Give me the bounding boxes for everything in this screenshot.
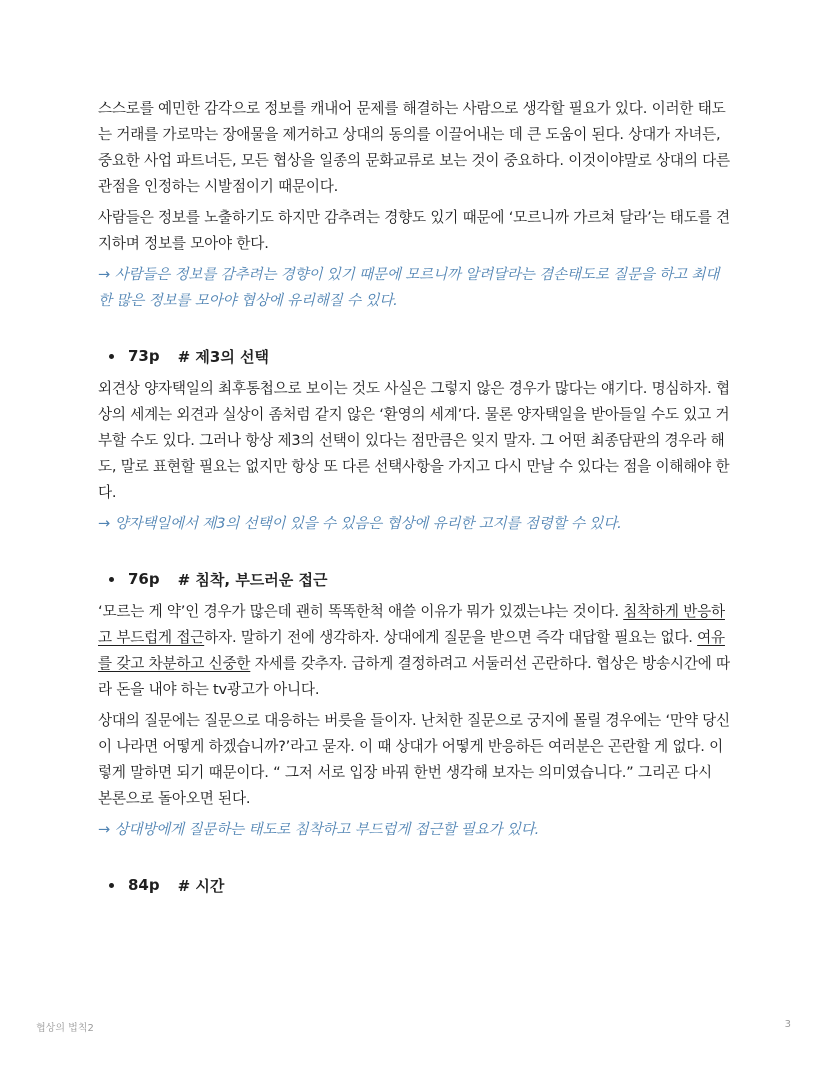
section-page: 76p <box>128 570 160 588</box>
intro-note: → 사람들은 정보를 감추려는 경향이 있기 때문에 모르니까 알려달라는 겸손태도로 질문을 하고 최대한 많은 정보를 모아야 협상에 유리해질 수 있다. <box>98 266 720 309</box>
text-run: ‘모르는 게 약’인 경우가 많은데 괜히 똑똑한척 애쓸 이유가 뭐가 있겠는냐는 것이다. <box>98 603 624 620</box>
section1-note: → 양자택일에서 제3의 선택이 있을 수 있음은 협상에 유리한 고지를 점령할 수 있다. <box>98 515 622 532</box>
underlined-text: 침착하게 반응하고 부드럽게 접근 <box>98 603 725 646</box>
section-heading-76p <box>98 565 730 593</box>
section2-paragraph-1 <box>98 599 730 703</box>
footer-page-number: 3 <box>784 1019 791 1030</box>
section-title: # 제3의 선택 <box>177 347 270 366</box>
document-body <box>98 96 730 905</box>
bullet-icon <box>109 577 114 582</box>
section2-note: → 상대방에게 질문하는 태도로 침착하고 부드럽게 접근할 필요가 있다. <box>98 821 540 838</box>
section-title: # 시간 <box>177 876 225 895</box>
underlined-text: 여유를 갖고 차분하고 신중한 <box>98 629 725 672</box>
section1-paragraph: 외견상 양자택일의 최후통첩으로 보이는 것도 사실은 그렇지 않은 경우가 많다는 얘기다. 명심하자. 협상의 세계는 외견과 실상이 좀처럼 같지 않은 ‘환영의 세계’다. 물론 양자택일을 받아들일 수도 있고 거부할 수도 있다. 그러나 항상 제3의 선택이 있다는 점만큼은 잊지 말자. 그 어떤 최종담판의 경우라 해도, 말로 표현할 필요는 없지만 항상 또 다른 선택사항을 가지고 다시 만날 수 있다는 점을 이해해야 한다. <box>98 380 730 501</box>
section-heading-84p <box>98 871 730 899</box>
section-heading-73p <box>98 342 730 370</box>
intro-paragraph-1: 스스로를 예민한 감각으로 정보를 캐내어 문제를 해결하는 사람으로 생각할 필요가 있다. 이러한 태도는 거래를 가로막는 장애물을 제거하고 상대의 동의를 이끌어내는 데 큰 도움이 된다. 상대가 자녀든, 중요한 사업 파트너든, 모든 협상을 일종의 문화교류로 보는 것이 중요하다. 이것이야말로 상대의 다른 관점을 인정하는 시발점이기 때문이다. <box>98 100 730 195</box>
text-run: 자세를 갖추자. 급하게 결정하려고 서둘러선 곤란하다. 협상은 방송시간에 따라 돈을 내야 하는 tv광고가 아니다. <box>98 655 730 698</box>
footer-document-title: 협상의 법칙2 <box>36 1023 94 1034</box>
intro-paragraph-2: 사람들은 정보를 노출하기도 하지만 감추려는 경향도 있기 때문에 ‘모르니까 가르쳐 달라’는 태도를 견지하며 정보를 모아야 한다. <box>98 209 730 252</box>
text-run: 하자. 말하기 전에 생각하자. 상대에게 질문을 받으면 즉각 대답할 필요는 없다. <box>204 629 698 646</box>
section-title: # 침착, 부드러운 접근 <box>177 570 328 589</box>
bullet-icon <box>109 354 114 359</box>
section-page: 84p <box>128 876 160 894</box>
section-page: 73p <box>128 347 160 365</box>
section2-paragraph-2: 상대의 질문에는 질문으로 대응하는 버릇을 들이자. 난처한 질문으로 궁지에 몰릴 경우에는 ‘만약 당신이 나라면 어떻게 하겠습니까?’라고 묻자. 이 때 상대가 어떻게 반응하든 여러분은 곤란할 게 없다. 이렇게 말하면 되기 때문이다. “ 그저 서로 입장 바꿔 한번 생각해 보자는 의미였습니다.” 그리곤 다시 본론으로 돌아오면 된다. <box>98 712 730 807</box>
bullet-icon <box>109 883 114 888</box>
